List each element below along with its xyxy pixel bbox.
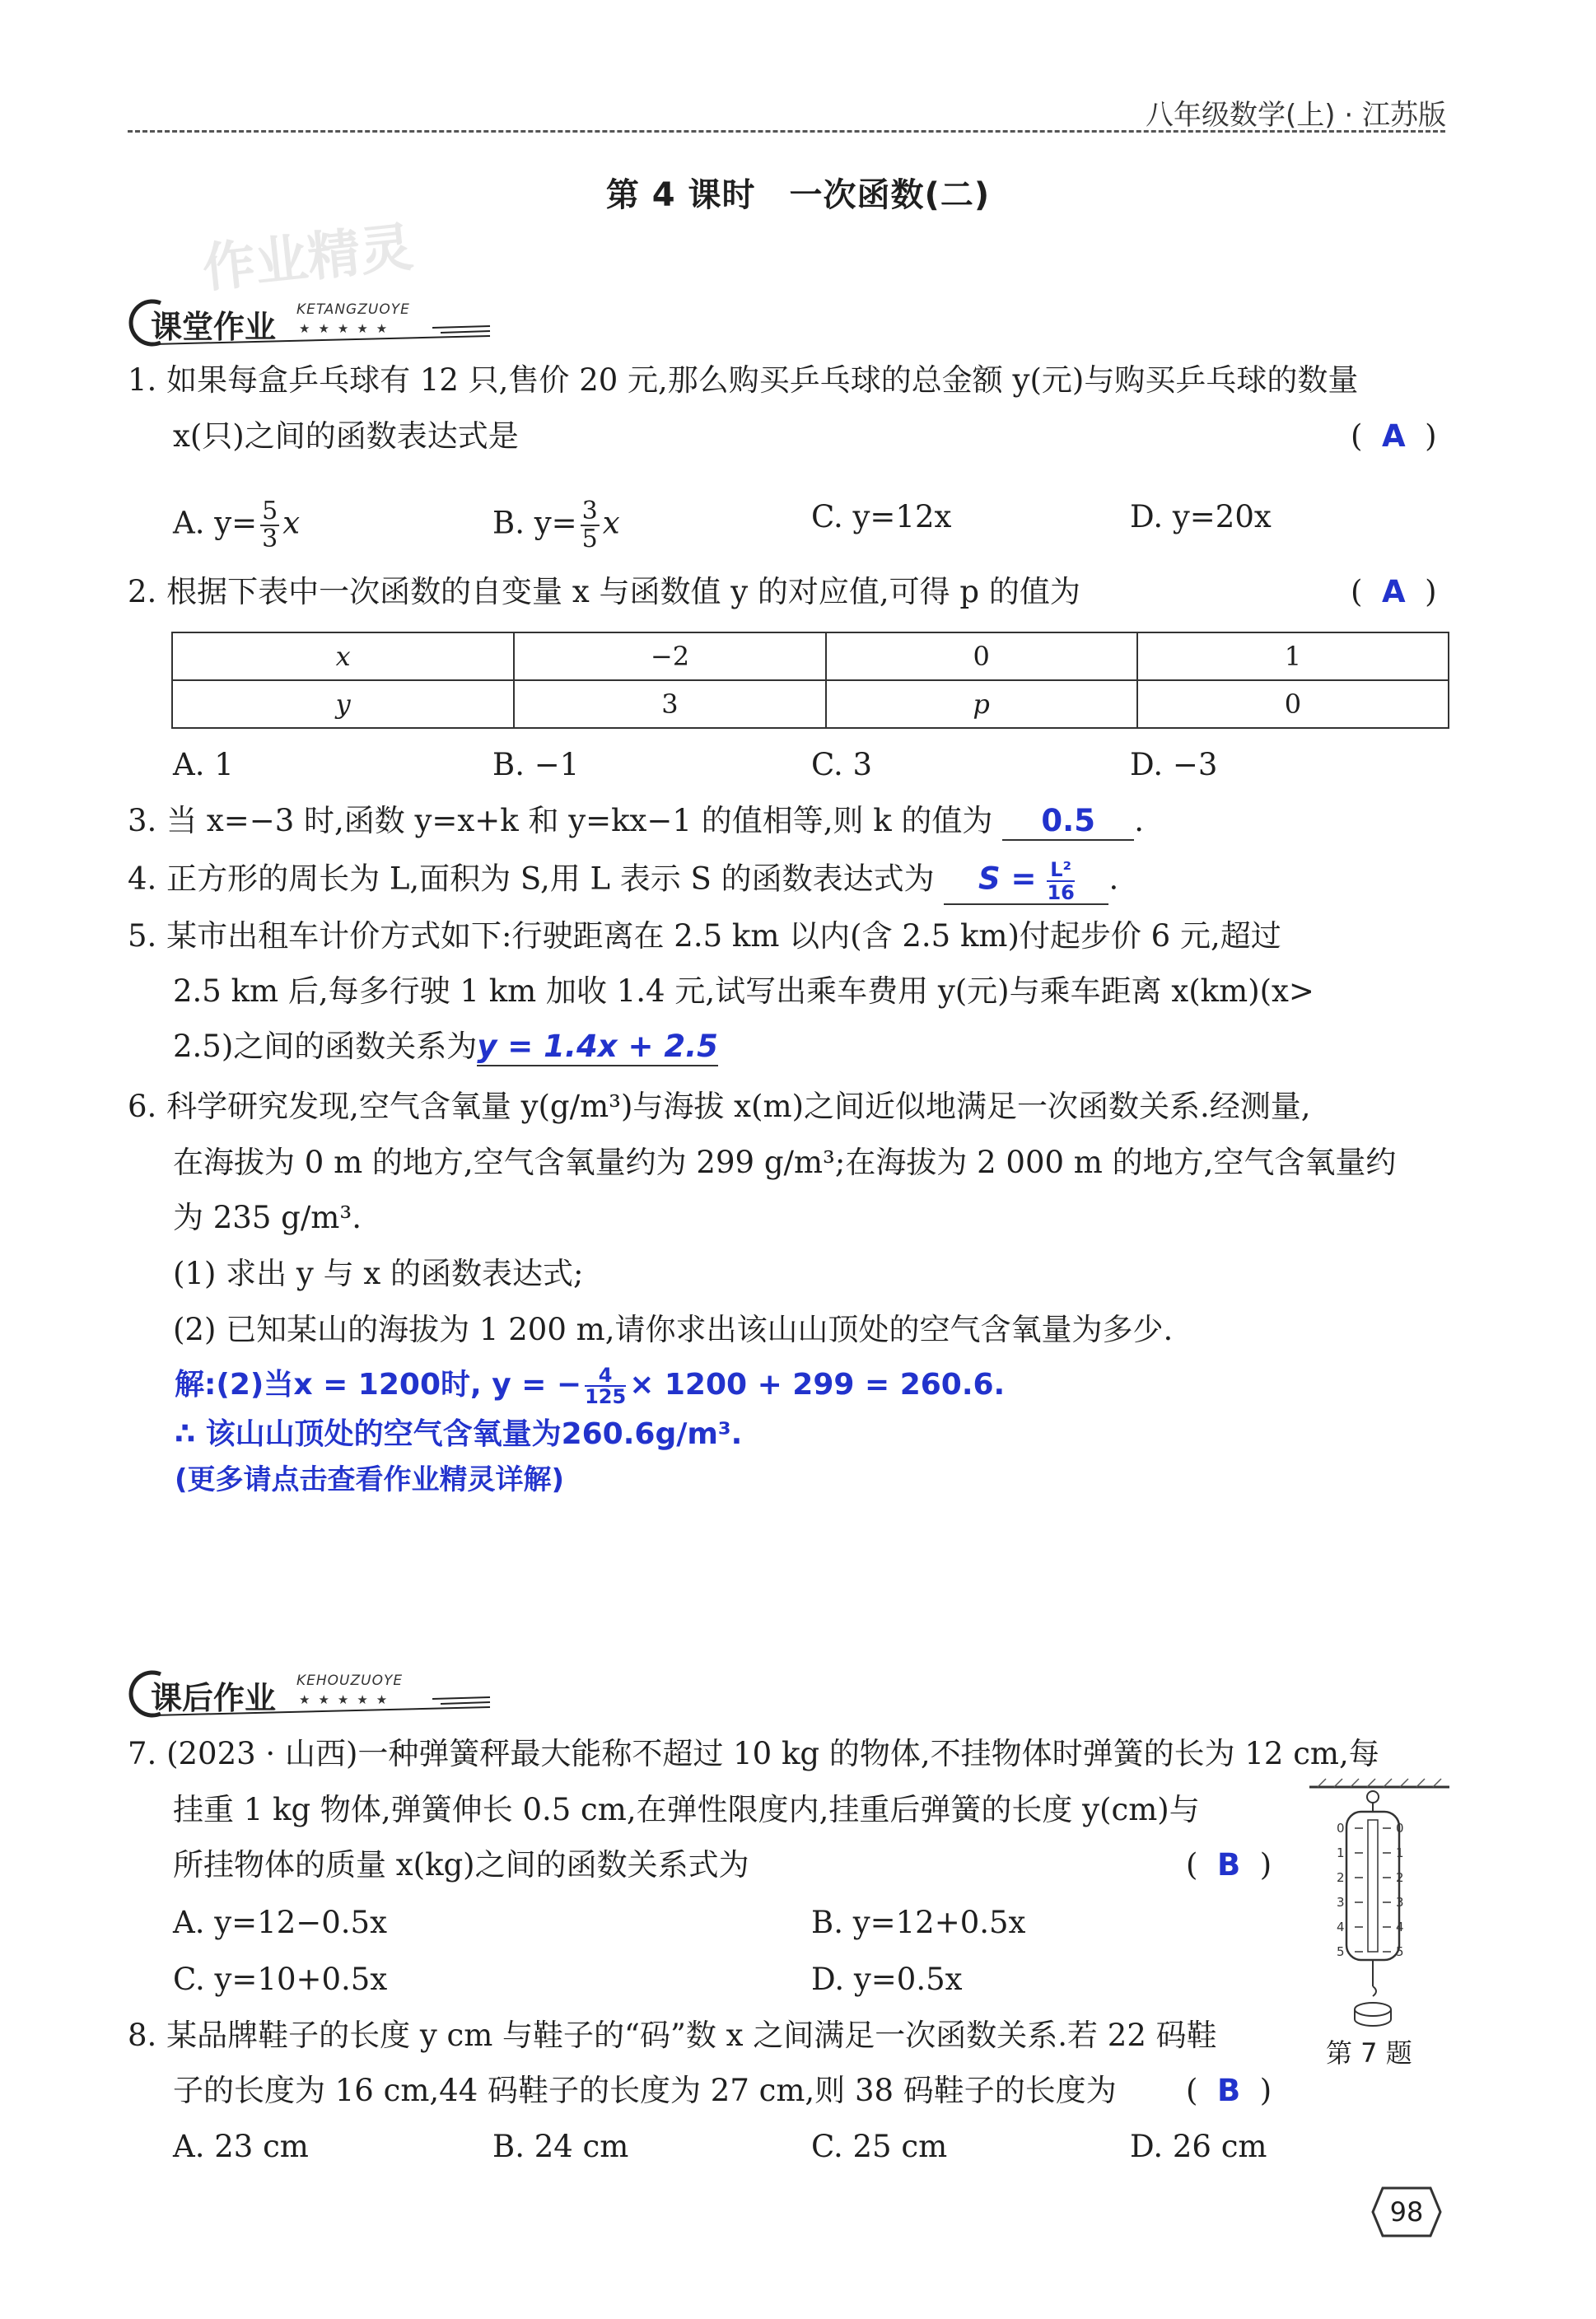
q7-option-d: D. y=0.5x (811, 1962, 963, 1997)
q6-sub2: (2) 已知某山的海拔为 1 200 m,请你求出该山山顶处的空气含氧量为多少. (173, 1312, 1174, 1347)
q7-option-b: B. y=12+0.5x (811, 1905, 1026, 1940)
section-banner-homework (128, 1668, 498, 1719)
q4-line: 4. 正方形的周长为 L,面积为 S,用 L 表示 S 的函数表达式为 S = $\frac{\text{L²}}{16}$ . (128, 858, 1119, 904)
q1-option-a: A. y= $\frac{5}{3}$ x (173, 497, 301, 553)
table-cell: 0 (1137, 680, 1449, 728)
scale-label: 1 (1337, 1845, 1345, 1860)
header-divider (128, 130, 1445, 133)
q1-line1: 1. 如果每盒乒乓球有 12 只,售价 20 元,那么购买乒乓球的总金额 y(元)与购买乒乓球的数量 (128, 362, 1359, 398)
scale-label: 3 (1396, 1895, 1404, 1910)
page-number-badge (1371, 2186, 1442, 2237)
q6-solution-line2: ∴ 该山山顶处的空气含氧量为260.6g/m³. (175, 1417, 743, 1451)
figure-caption: 第 7 题 (1326, 2037, 1412, 2069)
q1-option-b: B. y= $\frac{3}{5}$ x (492, 497, 620, 553)
q7-option-a: A. y=12−0.5x (173, 1905, 387, 1940)
q1-option-d: D. y=20x (1130, 499, 1272, 534)
table-cell: x (172, 632, 514, 680)
q6-solution-line1: 解:(2)当x = 1200时, y = − $\frac{4}{125}$ × 1200 + 299 = 260.6. (175, 1364, 1006, 1408)
q8-option-a: A. 23 cm (173, 2129, 309, 2164)
q2-option-c: C. 3 (811, 747, 873, 782)
section-banner-classwork (128, 296, 498, 348)
table-cell: y (172, 680, 514, 728)
q1-answer-bracket: ( A ) (1351, 418, 1437, 454)
book-header: 八年级数学(上) · 江苏版 (1146, 99, 1446, 132)
scale-label: 2 (1396, 1870, 1404, 1885)
section-pinyin: KEHOUZUOYE (296, 1673, 404, 1689)
q8-option-b: B. 24 cm (492, 2129, 629, 2164)
table-cell: 0 (826, 632, 1137, 680)
scale-label: 4 (1396, 1920, 1404, 1934)
scale-label: 0 (1396, 1821, 1404, 1836)
scale-label: 0 (1337, 1821, 1345, 1836)
scale-label: 5 (1396, 1944, 1404, 1959)
q2-line1: 2. 根据下表中一次函数的自变量 x 与函数值 y 的对应值,可得 p 的值为 (128, 574, 1080, 609)
q6-sub1: (1) 求出 y 与 x 的函数表达式; (173, 1256, 584, 1291)
section-label: 课堂作业 (151, 309, 277, 345)
q7-line1: 7. (2023 · 山西)一种弹簧秤最大能称不超过 10 kg 的物体,不挂物体时弹簧的长为 12 cm,每 (128, 1736, 1379, 1771)
q7-option-c: C. y=10+0.5x (173, 1962, 388, 1997)
table-cell: p (826, 680, 1137, 728)
q5-line1: 5. 某市出租车计价方式如下:行驶距离在 2.5 km 以内(含 2.5 km)付起步价 6 元,超过 (128, 918, 1281, 954)
q3-line: 3. 当 x=−3 时,函数 y=x+k 和 y=kx−1 的值相等,则 k 的值为 0.5 . (128, 803, 1144, 841)
table-row (172, 680, 1449, 728)
table-cell: 3 (514, 680, 825, 728)
scale-label: 2 (1337, 1870, 1345, 1885)
q2-option-b: B. −1 (492, 747, 580, 782)
q8-answer-bracket: ( B ) (1186, 2073, 1272, 2108)
q5-line2: 2.5 km 后,每多行驶 1 km 加收 1.4 元,试写出乘车费用 y(元)与乘车距离 x(km)(x> (173, 973, 1314, 1009)
scale-label: 5 (1337, 1944, 1345, 1959)
spring-scale-icon (1305, 1771, 1454, 2067)
q2-value-table (171, 632, 1449, 729)
scale-label: 1 (1396, 1845, 1404, 1860)
q7-answer: B (1216, 1847, 1241, 1883)
spring-scale-figure (1305, 1771, 1454, 2067)
table-cell: 1 (1137, 632, 1449, 680)
q6-line3: 为 235 g/m³. (173, 1200, 362, 1235)
section-pinyin: KETANGZUOYE (296, 301, 410, 318)
q8-answer: B (1216, 2073, 1241, 2108)
q2-option-d: D. −3 (1130, 747, 1218, 782)
q3-answer: 0.5 (1041, 803, 1095, 838)
q1-answer: A (1381, 418, 1406, 454)
q2-answer: A (1381, 574, 1406, 609)
q4-answer-den: 16 (1047, 881, 1075, 904)
table-cell: −2 (514, 632, 825, 680)
q7-line3: 所挂物体的质量 x(kg)之间的函数关系式为 (173, 1847, 749, 1883)
q7-answer-bracket: ( B ) (1186, 1847, 1272, 1883)
q5-answer: y = 1.4x + 2.5 (477, 1029, 718, 1064)
q2-option-a: A. 1 (173, 747, 234, 782)
scale-label: 4 (1337, 1920, 1345, 1934)
q6-solution-more-link[interactable]: (更多请点击查看作业精灵详解) (175, 1463, 565, 1496)
q4-answer-num: L² (1047, 859, 1074, 882)
q8-option-c: C. 25 cm (811, 2129, 948, 2164)
q8-option-d: D. 26 cm (1130, 2129, 1267, 2164)
section-stars: ★★★★★ (299, 1692, 396, 1707)
scale-label: 3 (1337, 1895, 1345, 1910)
watermark: 作业精灵 (199, 217, 416, 301)
q7-line2: 挂重 1 kg 物体,弹簧伸长 0.5 cm,在弹性限度内,挂重后弹簧的长度 y(cm)与 (173, 1792, 1200, 1827)
q8-line1: 8. 某品牌鞋子的长度 y cm 与鞋子的“码”数 x 之间满足一次函数关系.若 22 码鞋 (128, 2018, 1217, 2053)
q4-answer-lhs: S = (978, 861, 1048, 897)
q6-line2: 在海拔为 0 m 的地方,空气含氧量约为 299 g/m³;在海拔为 2 000 m 的地方,空气含氧量约 (173, 1145, 1397, 1180)
q1-option-c: C. y=12x (811, 499, 952, 534)
section-stars: ★★★★★ (299, 321, 396, 336)
table-row (172, 632, 1449, 680)
section-label: 课后作业 (151, 1680, 277, 1716)
page-number: 98 (1389, 2196, 1424, 2228)
q8-line2: 子的长度为 16 cm,44 码鞋子的长度为 27 cm,则 38 码鞋子的长度为 (173, 2073, 1117, 2108)
q5-line3: 2.5)之间的函数关系为y = 1.4x + 2.5 (173, 1029, 718, 1066)
q2-answer-bracket: ( A ) (1351, 574, 1437, 609)
lesson-title: 第 4 课时 一次函数(二) (605, 176, 991, 214)
q6-line1: 6. 科学研究发现,空气含氧量 y(g/m³)与海拔 x(m)之间近似地满足一次函数关系.经测量, (128, 1089, 1311, 1124)
q1-line2: x(只)之间的函数表达式是 (173, 418, 519, 454)
